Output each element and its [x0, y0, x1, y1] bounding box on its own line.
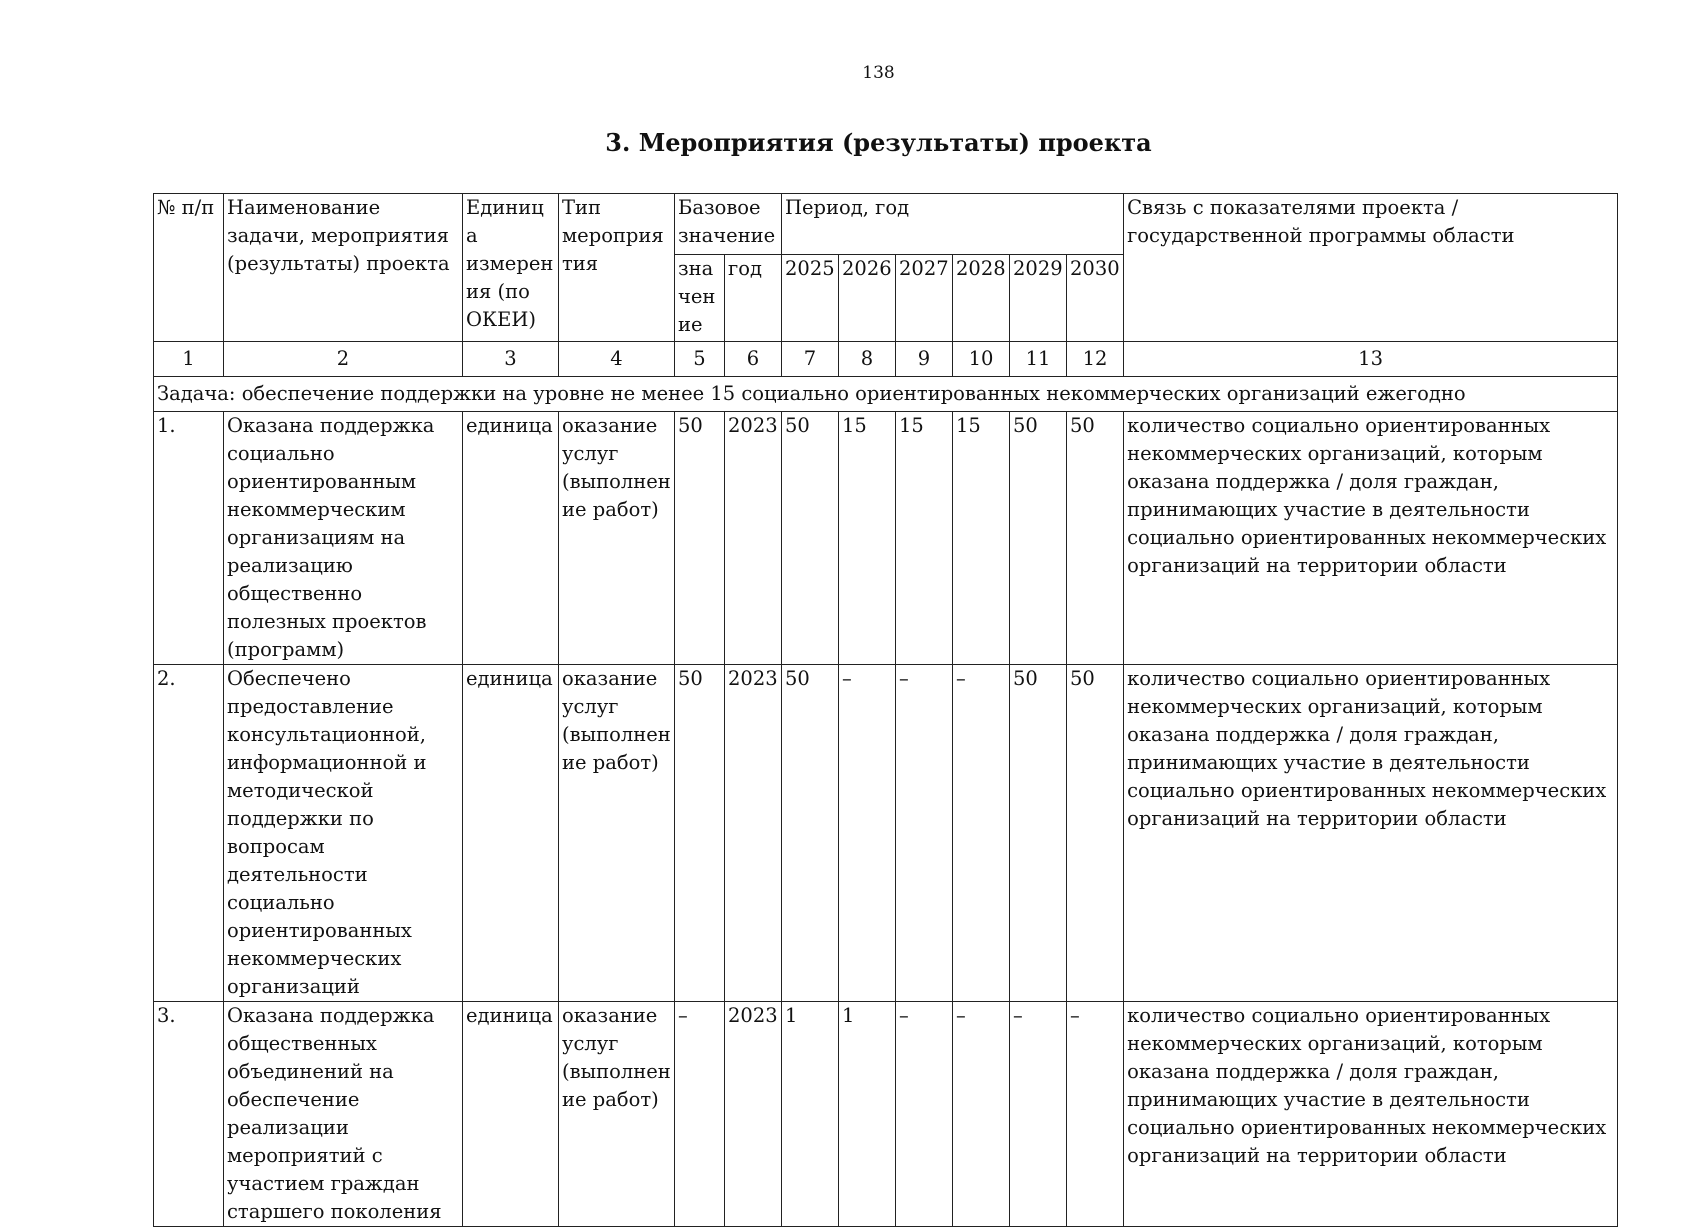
header-year: 2029: [1010, 255, 1067, 342]
header-unit: Единица измерения (по ОКЕИ): [463, 194, 559, 342]
row-year-value: 15: [839, 412, 896, 665]
row-year-value: 50: [782, 665, 839, 1002]
row-name: Оказана поддержка социально ориентированным некоммерческим организациям на реализацию общественно полезных проектов (программ): [224, 412, 463, 665]
column-number: 10: [953, 342, 1010, 377]
header-year: 2028: [953, 255, 1010, 342]
row-year-value: 50: [1067, 665, 1124, 1002]
row-num: 1.: [154, 412, 224, 665]
column-number: 7: [782, 342, 839, 377]
row-base-value: –: [675, 1002, 725, 1227]
row-base-year: 2023: [725, 1002, 782, 1227]
header-year: 2027: [896, 255, 953, 342]
section-heading: 3. Мероприятия (результаты) проекта: [605, 128, 1152, 157]
header-type: Тип мероприятия: [559, 194, 675, 342]
column-number: 5: [675, 342, 725, 377]
table-row: [154, 665, 1618, 1002]
header-base-year: год: [725, 255, 782, 342]
row-unit: единица: [463, 412, 559, 665]
row-base-value: 50: [675, 412, 725, 665]
column-number: 2: [224, 342, 463, 377]
measures-table: [153, 193, 1618, 1227]
row-name: Оказана поддержка общественных объединений на обеспечение реализации мероприятий с участием граждан старшего поколения: [224, 1002, 463, 1227]
header-link: Связь с показателями проекта / государственной программы области: [1124, 194, 1618, 342]
task-row: [154, 377, 1618, 412]
page-number: 138: [862, 63, 895, 83]
header-year: 2030: [1067, 255, 1124, 342]
row-link: количество социально ориентированных некоммерческих организаций, которым оказана поддержка / доля граждан, принимающих участие в деятельности социально ориентированных некоммерческих организаций на территории области: [1124, 665, 1618, 1002]
row-year-value: –: [839, 665, 896, 1002]
column-number: 12: [1067, 342, 1124, 377]
header-name: Наименование задачи, мероприятия (результаты) проекта: [224, 194, 463, 342]
header-period: Период, год: [782, 194, 1124, 255]
row-link: количество социально ориентированных некоммерческих организаций, которым оказана поддержка / доля граждан, принимающих участие в деятельности социально ориентированных некоммерческих организаций на территории области: [1124, 412, 1618, 665]
row-year-value: –: [953, 1002, 1010, 1227]
row-year-value: 15: [896, 412, 953, 665]
header-year: 2025: [782, 255, 839, 342]
row-year-value: 50: [782, 412, 839, 665]
row-name: Обеспечено предоставление консультационной, информационной и методической поддержки по вопросам деятельности социально ориентированных некоммерческих организаций: [224, 665, 463, 1002]
header-base-value: значение: [675, 255, 725, 342]
row-year-value: –: [896, 665, 953, 1002]
header-base: Базовое значение: [675, 194, 782, 255]
row-year-value: –: [953, 665, 1010, 1002]
column-number: 1: [154, 342, 224, 377]
row-unit: единица: [463, 665, 559, 1002]
row-year-value: 50: [1067, 412, 1124, 665]
row-num: 2.: [154, 665, 224, 1002]
table-row: [154, 1002, 1618, 1227]
row-year-value: 50: [1010, 412, 1067, 665]
row-year-value: –: [1010, 1002, 1067, 1227]
row-base-year: 2023: [725, 665, 782, 1002]
row-year-value: 15: [953, 412, 1010, 665]
row-base-value: 50: [675, 665, 725, 1002]
column-number: 11: [1010, 342, 1067, 377]
column-number: 4: [559, 342, 675, 377]
row-year-value: 50: [1010, 665, 1067, 1002]
row-unit: единица: [463, 1002, 559, 1227]
column-number: 3: [463, 342, 559, 377]
task-text: Задача: обеспечение поддержки на уровне не менее 15 социально ориентированных некоммерческих организаций ежегодно: [154, 377, 1618, 412]
column-number-row: [154, 342, 1618, 377]
column-number: 8: [839, 342, 896, 377]
row-type: оказание услуг (выполнение работ): [559, 665, 675, 1002]
header-year: 2026: [839, 255, 896, 342]
row-base-year: 2023: [725, 412, 782, 665]
column-number: 13: [1124, 342, 1618, 377]
row-year-value: 1: [782, 1002, 839, 1227]
column-number: 6: [725, 342, 782, 377]
table-row: [154, 412, 1618, 665]
row-year-value: 1: [839, 1002, 896, 1227]
row-type: оказание услуг (выполнение работ): [559, 412, 675, 665]
row-type: оказание услуг (выполнение работ): [559, 1002, 675, 1227]
row-year-value: –: [1067, 1002, 1124, 1227]
row-link: количество социально ориентированных некоммерческих организаций, которым оказана поддержка / доля граждан, принимающих участие в деятельности социально ориентированных некоммерческих организаций на территории области: [1124, 1002, 1618, 1227]
row-num: 3.: [154, 1002, 224, 1227]
row-year-value: –: [896, 1002, 953, 1227]
header-num: № п/п: [154, 194, 224, 342]
column-number: 9: [896, 342, 953, 377]
